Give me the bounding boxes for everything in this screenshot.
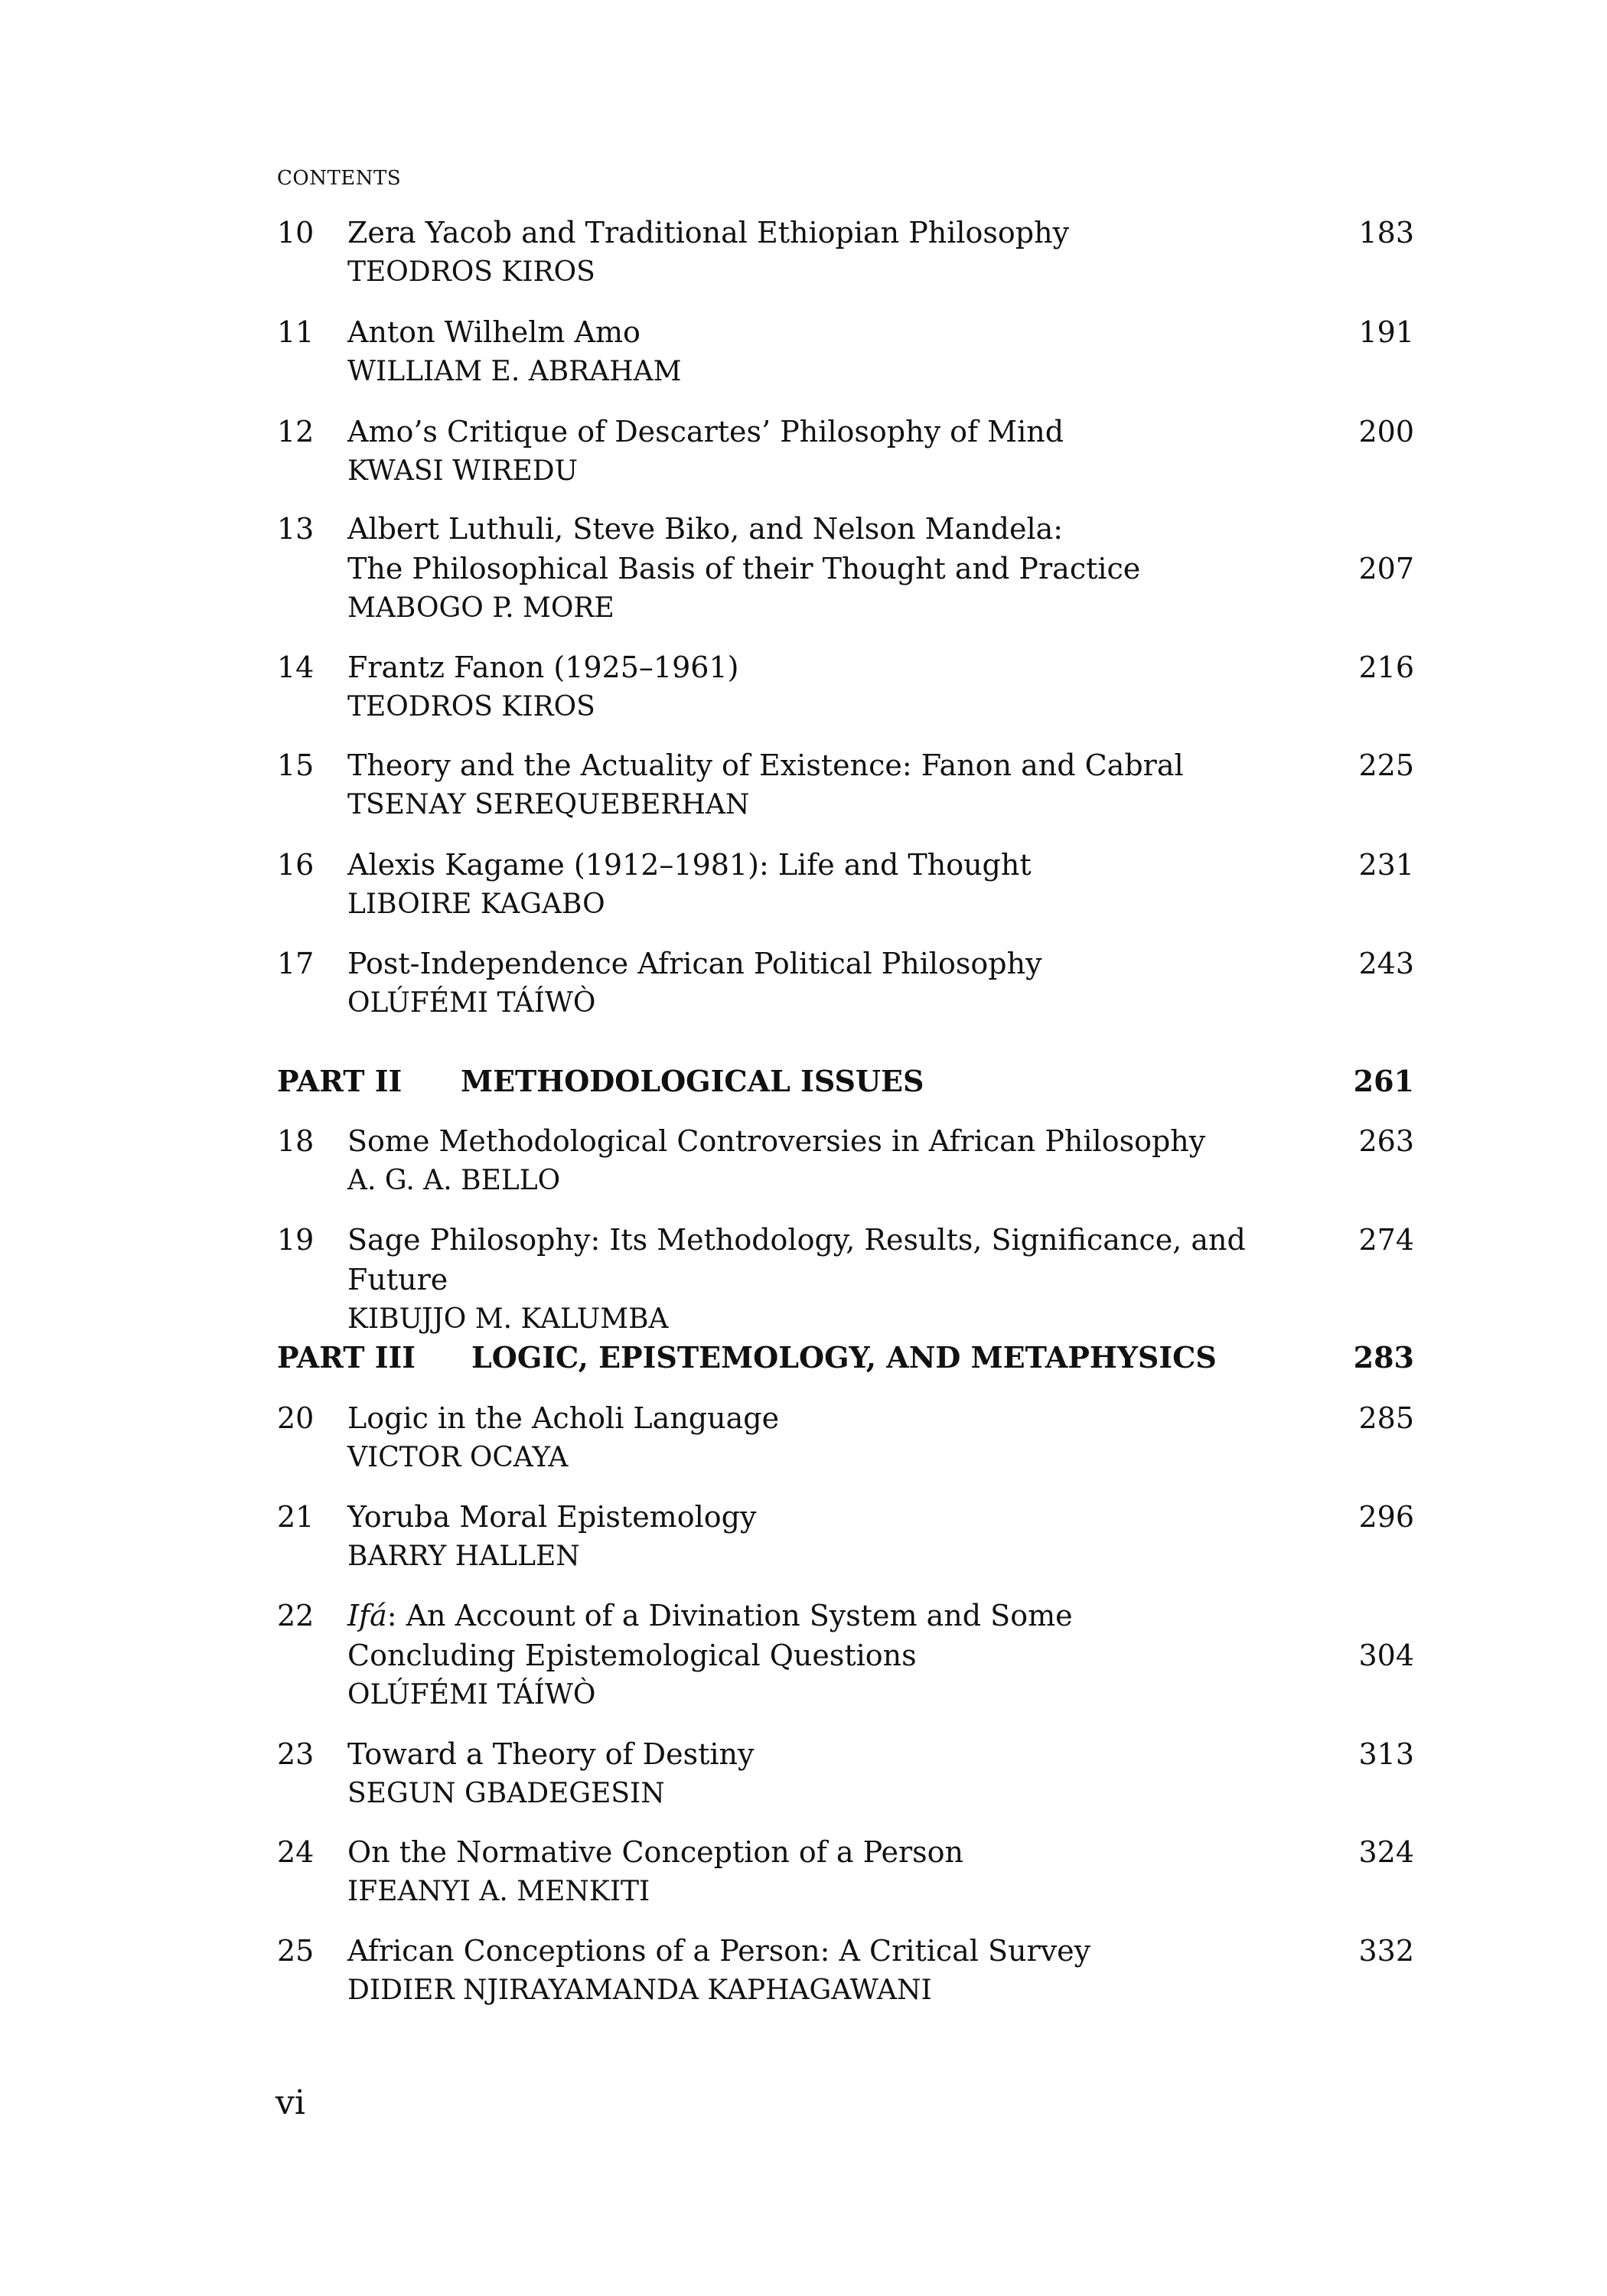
chapter-body <box>347 312 1284 392</box>
page-number: 324 <box>1358 1835 1414 1869</box>
toc-entry <box>277 1596 1414 1715</box>
part-label: PART III <box>277 1340 416 1375</box>
chapter-title: Toward a Theory of Destiny <box>347 1737 755 1771</box>
chapter-author: KWASI WIREDU <box>347 455 578 487</box>
chapter-number: 20 <box>277 1401 315 1435</box>
page-number: 225 <box>1358 748 1414 782</box>
chapter-author: TSENAY SEREQUEBERHAN <box>347 789 750 820</box>
toc-entry <box>277 1832 1414 1912</box>
toc-entry <box>277 412 1414 491</box>
page-number: 243 <box>1358 947 1414 980</box>
toc-entry <box>277 213 1414 292</box>
page-number: 313 <box>1358 1737 1414 1771</box>
chapter-body <box>347 509 1284 628</box>
chapter-title: Zera Yacob and Traditional Ethiopian Philosophy <box>347 216 1070 249</box>
chapter-author: KIBUJJO M. KALUMBA <box>347 1303 669 1335</box>
chapter-author: TEODROS KIROS <box>347 256 595 288</box>
chapter-title: Concluding Epistemological Questions <box>347 1639 917 1672</box>
part-label: PART II <box>277 1064 403 1098</box>
running-head: CONTENTS <box>277 167 402 190</box>
part-title: METHODOLOGICAL ISSUES <box>461 1064 924 1098</box>
chapter-author: DIDIER NJIRAYAMANDA KAPHAGAWANI <box>347 1975 932 2006</box>
chapter-body <box>347 647 1284 727</box>
chapter-author: LIBOIRE KAGABO <box>347 889 605 920</box>
chapter-body <box>347 1832 1284 1912</box>
chapter-title: Ifá: An Account of a Divination System and Some <box>347 1599 1073 1632</box>
page-number: 274 <box>1358 1223 1414 1257</box>
chapter-author: MABOGO P. MORE <box>347 592 614 624</box>
chapter-title-italic: Ifá <box>347 1599 387 1632</box>
page-number: 231 <box>1358 848 1414 882</box>
page-number: 263 <box>1358 1124 1414 1158</box>
part-title: LOGIC, EPISTEMOLOGY, AND METAPHYSICS <box>471 1340 1217 1375</box>
chapter-author: A. G. A. BELLO <box>347 1165 561 1196</box>
part-page-number: 261 <box>1353 1064 1414 1098</box>
page-folio: vi <box>275 2083 305 2122</box>
toc-entry <box>277 312 1414 392</box>
toc-entry <box>277 1931 1414 2011</box>
chapter-author: SEGUN GBADEGESIN <box>347 1778 665 1809</box>
chapter-body <box>347 1121 1284 1201</box>
toc-entry <box>277 1121 1414 1201</box>
chapter-title: The Philosophical Basis of their Thought and Practice <box>347 552 1141 585</box>
chapter-number: 15 <box>277 748 315 782</box>
chapter-title: Post-Independence African Political Philosophy <box>347 947 1042 980</box>
chapter-author: VICTOR OCAYA <box>347 1442 569 1473</box>
chapter-body <box>347 412 1284 491</box>
toc-entry <box>277 1220 1414 1339</box>
chapter-title: On the Normative Conception of a Person <box>347 1835 963 1869</box>
chapter-number: 25 <box>277 1934 315 1968</box>
chapter-author: OLÚFÉMI TÁÍWÒ <box>347 1679 596 1711</box>
chapter-number: 24 <box>277 1835 315 1869</box>
chapter-title: Logic in the Acholi Language <box>347 1401 780 1435</box>
page-number: 216 <box>1358 651 1414 684</box>
page-number: 332 <box>1358 1934 1414 1968</box>
chapter-number: 16 <box>277 848 315 882</box>
chapter-title: Albert Luthuli, Steve Biko, and Nelson Mandela: <box>347 512 1064 546</box>
chapter-body <box>347 1931 1284 2011</box>
chapter-number: 19 <box>277 1223 315 1257</box>
chapter-body <box>347 1220 1284 1339</box>
part-page-number: 283 <box>1353 1340 1414 1375</box>
page-number: 183 <box>1358 216 1414 249</box>
chapter-body <box>347 745 1284 825</box>
chapter-number: 22 <box>277 1599 315 1632</box>
page-number: 200 <box>1358 415 1414 448</box>
chapter-body <box>347 944 1284 1023</box>
chapter-title: Sage Philosophy: Its Methodology, Results, Significance, and Future <box>347 1223 1246 1296</box>
toc-entry <box>277 647 1414 727</box>
chapter-number: 13 <box>277 512 315 546</box>
chapter-number: 17 <box>277 947 315 980</box>
chapter-author: TEODROS KIROS <box>347 691 595 722</box>
chapter-number: 18 <box>277 1124 315 1158</box>
page-number: 296 <box>1358 1500 1414 1534</box>
chapter-title: Theory and the Actuality of Existence: Fanon and Cabral <box>347 748 1184 782</box>
chapter-title: Anton Wilhelm Amo <box>347 315 641 349</box>
chapter-body <box>347 1734 1284 1814</box>
chapter-author: WILLIAM E. ABRAHAM <box>347 356 682 387</box>
chapter-author: BARRY HALLEN <box>347 1541 580 1572</box>
toc-entry <box>277 845 1414 925</box>
page-number: 191 <box>1358 315 1414 349</box>
chapter-title: Alexis Kagame (1912–1981): Life and Thought <box>347 848 1032 882</box>
chapter-title: Amo’s Critique of Descartes’ Philosophy of Mind <box>347 415 1064 448</box>
chapter-body <box>347 1596 1284 1715</box>
chapter-author: IFEANYI A. MENKITI <box>347 1876 650 1907</box>
page-number: 207 <box>1358 552 1414 585</box>
chapter-number: 23 <box>277 1737 315 1771</box>
chapter-body <box>347 1497 1284 1577</box>
chapter-number: 11 <box>277 315 315 349</box>
page-number: 285 <box>1358 1401 1414 1435</box>
chapter-title: Some Methodological Controversies in African Philosophy <box>347 1124 1206 1158</box>
chapter-body <box>347 213 1284 292</box>
chapter-title: Frantz Fanon (1925–1961) <box>347 651 739 684</box>
chapter-author: OLÚFÉMI TÁÍWÒ <box>347 987 596 1019</box>
toc-entry <box>277 1398 1414 1478</box>
chapter-title: Yoruba Moral Epistemology <box>347 1500 757 1534</box>
chapter-number: 12 <box>277 415 315 448</box>
toc-entry <box>277 509 1414 628</box>
toc-entry <box>277 745 1414 825</box>
chapter-number: 14 <box>277 651 315 684</box>
chapter-body <box>347 845 1284 925</box>
chapter-title: African Conceptions of a Person: A Critical Survey <box>347 1934 1091 1968</box>
chapter-number: 10 <box>277 216 315 249</box>
toc-entry <box>277 1497 1414 1577</box>
chapter-number: 21 <box>277 1500 315 1534</box>
page-number: 304 <box>1358 1639 1414 1672</box>
toc-entry <box>277 1734 1414 1814</box>
toc-entry <box>277 944 1414 1023</box>
chapter-body <box>347 1398 1284 1478</box>
